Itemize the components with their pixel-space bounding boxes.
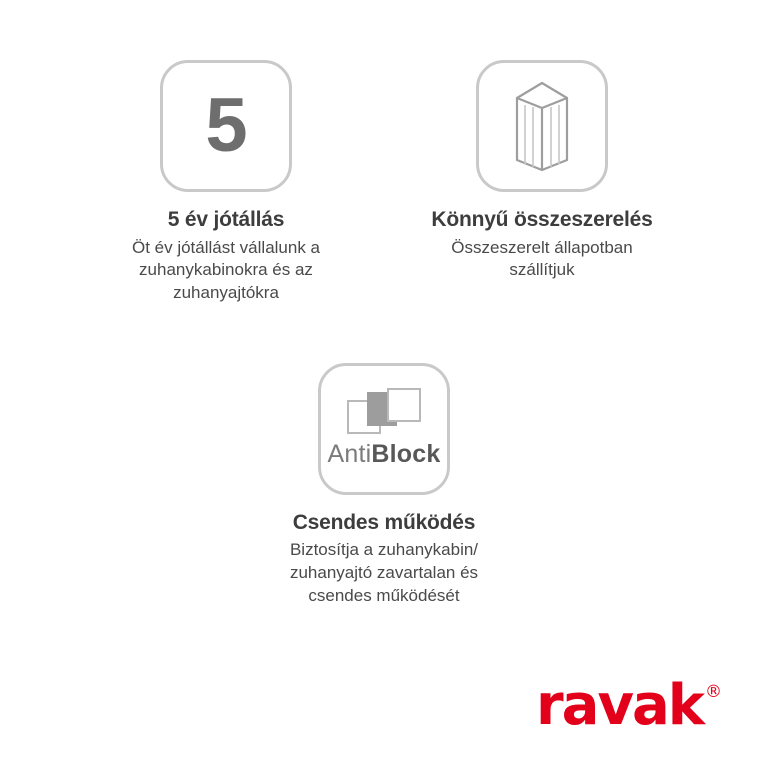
antiblock-label-light: Anti: [327, 440, 372, 469]
feature-warranty-title: 5 év jótállás: [167, 208, 285, 231]
antiblock-icon: [328, 388, 441, 469]
number-5-icon: 5: [205, 83, 247, 168]
easy-assembly-icon-box: [476, 60, 608, 192]
feature-quiet-operation-desc: Biztosítja a zuhanykabin/ zuhanyajtó zavartalan és csendes működését: [289, 540, 479, 605]
antiblock-square-front: [387, 388, 421, 422]
antiblock-label: [328, 440, 441, 469]
warranty-icon-box: [160, 60, 292, 192]
feature-easy-assembly-desc: Összeszerelt állapotban szállítjuk: [451, 237, 633, 280]
brand-logo-text: ravak: [536, 673, 703, 738]
registered-trademark-icon: ®: [705, 682, 722, 702]
antiblock-label-bold: Block: [371, 440, 441, 469]
quiet-operation-icon-box: [318, 363, 450, 495]
brand-logo: [536, 673, 722, 738]
shower-enclosure-icon: [503, 78, 581, 174]
feature-quiet-operation-title: Csendes működés: [292, 510, 476, 534]
antiblock-squares: [347, 388, 421, 434]
feature-easy-assembly: [427, 60, 657, 282]
feature-row-bottom: [0, 363, 768, 608]
feature-list: [0, 60, 768, 607]
feature-easy-assembly-title: Könnyű összeszerelés: [431, 208, 653, 231]
feature-warranty: [111, 60, 341, 305]
feature-row-top: [0, 60, 768, 305]
feature-quiet-operation: [269, 363, 499, 608]
feature-warranty-desc: Öt év jótállást vállalunk a zuhanykabinokra és az zuhanyajtókra: [131, 237, 321, 302]
